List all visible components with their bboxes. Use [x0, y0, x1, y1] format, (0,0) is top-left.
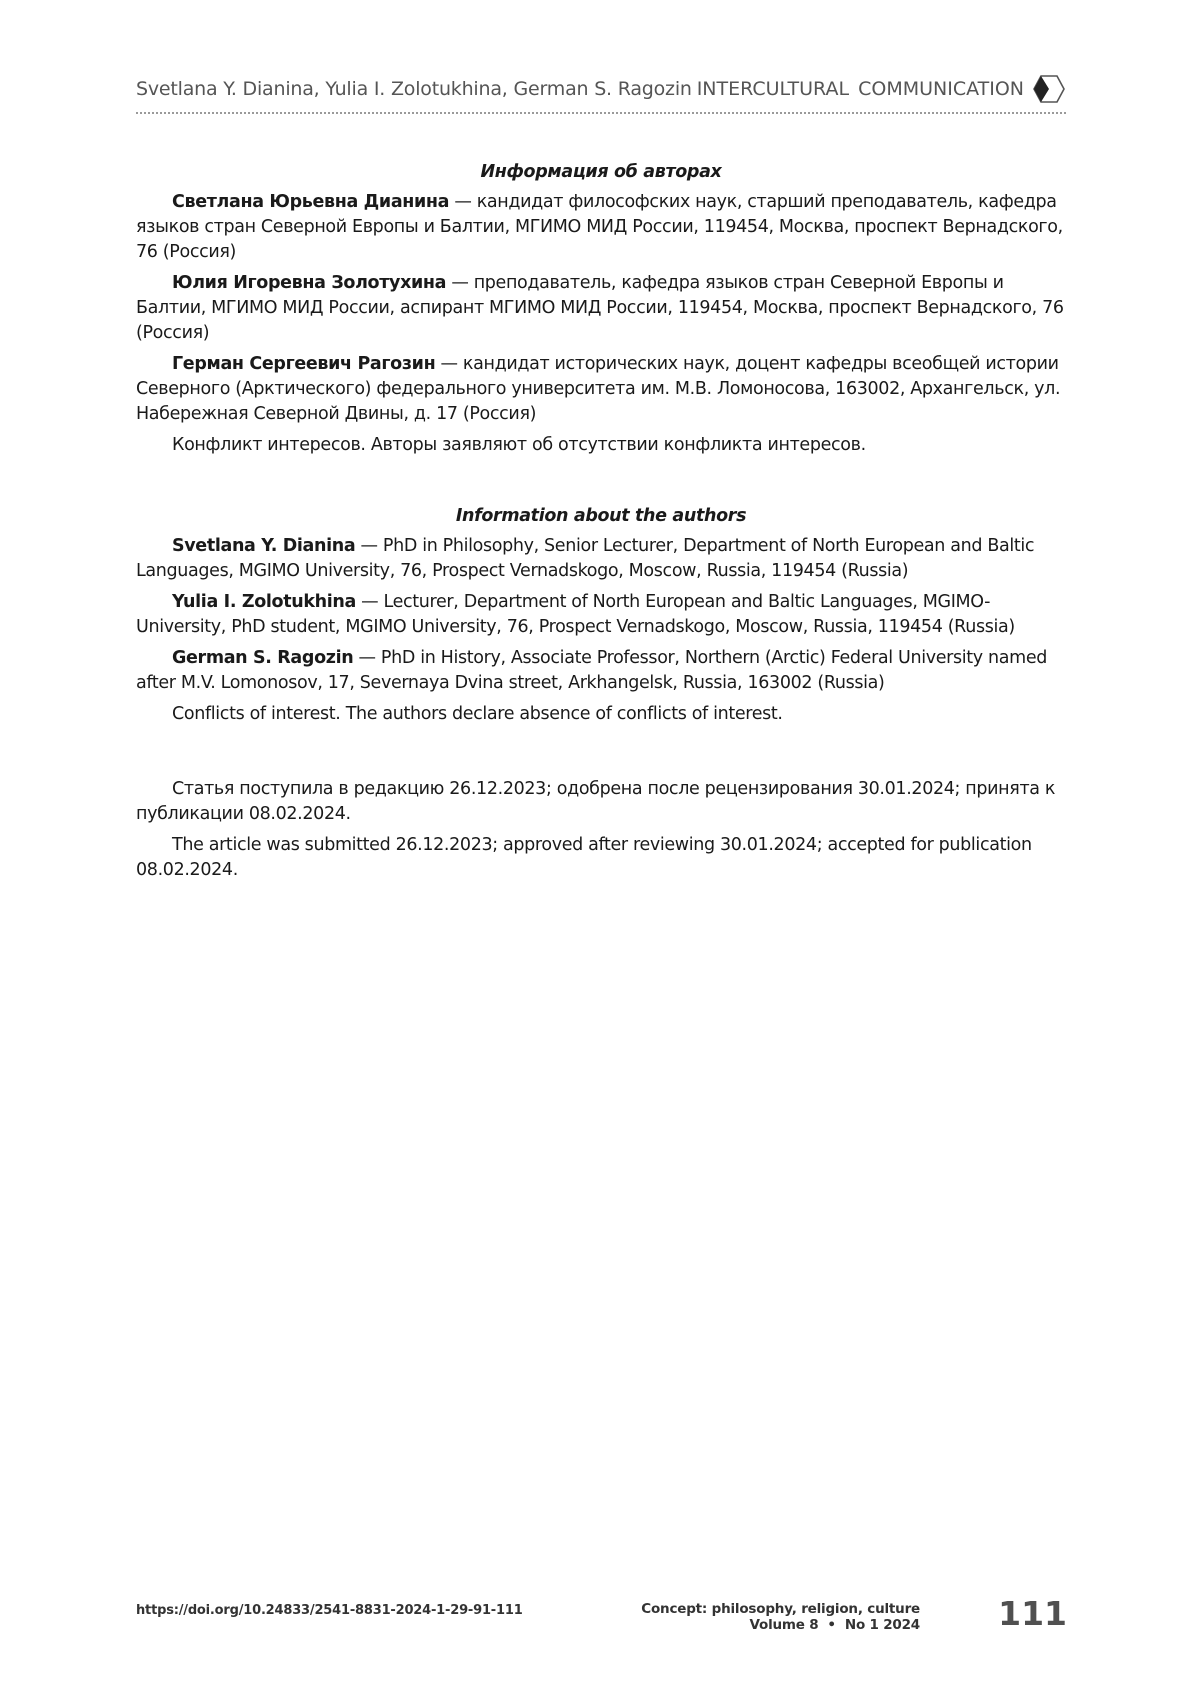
author-entry: [136, 646, 1066, 696]
author-name: Юлия Игоревна Золотухина: [172, 273, 447, 293]
section-heading-en: Information about the authors: [455, 506, 747, 526]
author-name: German S. Ragozin: [172, 648, 354, 668]
running-header: [136, 72, 1066, 114]
author-details: — кандидат исторических наук, доцент кафедры всеобщей истории Северного (Арктического) федерального университета им. М.В. Ломоносова, 163002, Архангельск, ул. Набережная Северной Двины, д. 17 (Россия): [136, 354, 1061, 424]
section-heading-ru: Информация об авторах: [480, 162, 722, 182]
hexagon-icon: [1032, 74, 1066, 104]
author-details: — PhD in History, Associate Professor, Northern (Arctic) Federal University named after M.V. Lomonosov, 17, Severnaya Dvina street, Arkhangelsk, Russia, 163002 (Russia): [136, 648, 1048, 693]
journal-title: Concept: philosophy, religion, culture: [641, 1601, 920, 1617]
authors-info-ru: [136, 160, 1066, 458]
header-authors: Svetlana Y. Dianina, Yulia I. Zolotukhina, German S. Ragozin: [136, 78, 692, 100]
page-number: 111: [998, 1594, 1067, 1633]
author-entry: [136, 271, 1066, 346]
author-details: — кандидат философских наук, старший преподаватель, кафедра языков стран Северной Европы и Балтии, МГИМО МИД России, 119454, Москва, проспект Вернадского, 76 (Россия): [136, 192, 1063, 262]
author-entry: [136, 190, 1066, 265]
doi-link[interactable]: https://doi.org/10.24833/2541-8831-2024-1-29-91-111: [136, 1603, 523, 1618]
authors-info-en: [136, 504, 1066, 727]
author-name: Герман Сергеевич Рагозин: [172, 354, 436, 374]
author-details: — Lecturer, Department of North European and Baltic Languages, MGIMO-University, PhD student, MGIMO University, 76, Prospect Vernadskogo, Moscow, Russia, 119454 (Russia): [136, 592, 1015, 637]
journal-info: [641, 1601, 920, 1633]
author-name: Svetlana Y. Dianina: [172, 536, 356, 556]
author-name: Yulia I. Zolotukhina: [172, 592, 356, 612]
submission-dates: [136, 777, 1066, 883]
submission-dates-en: The article was submitted 26.12.2023; approved after reviewing 30.01.2024; accepted for publication 08.02.2024.: [136, 835, 1032, 880]
author-entry: [136, 352, 1066, 427]
author-details: — PhD in Philosophy, Senior Lecturer, Department of North European and Baltic Languages, MGIMO University, 76, Prospect Vernadskogo, Moscow, Russia, 119454 (Russia): [136, 536, 1035, 581]
article-end-matter: [136, 160, 1066, 889]
author-details: — преподаватель, кафедра языков стран Северной Европы и Балтии, МГИМО МИД России, аспирант МГИМО МИД России, 119454, Москва, проспект Вернадского, 76 (Россия): [136, 273, 1064, 343]
conflict-statement-en: Conflicts of interest. The authors declare absence of conflicts of interest.: [172, 704, 783, 724]
author-name: Светлана Юрьевна Дианина: [172, 192, 450, 212]
conflict-statement-ru: Конфликт интересов. Авторы заявляют об отсутствии конфликта интересов.: [172, 435, 866, 455]
journal-issue: Volume 8 • No 1 2024: [749, 1617, 920, 1633]
author-entry: [136, 590, 1066, 640]
author-entry: [136, 534, 1066, 584]
submission-dates-ru: Статья поступила в редакцию 26.12.2023; одобрена после рецензирования 30.01.2024; принята к публикации 08.02.2024.: [136, 779, 1056, 824]
header-section-title: INTERCULTURAL COMMUNICATION: [696, 78, 1024, 100]
